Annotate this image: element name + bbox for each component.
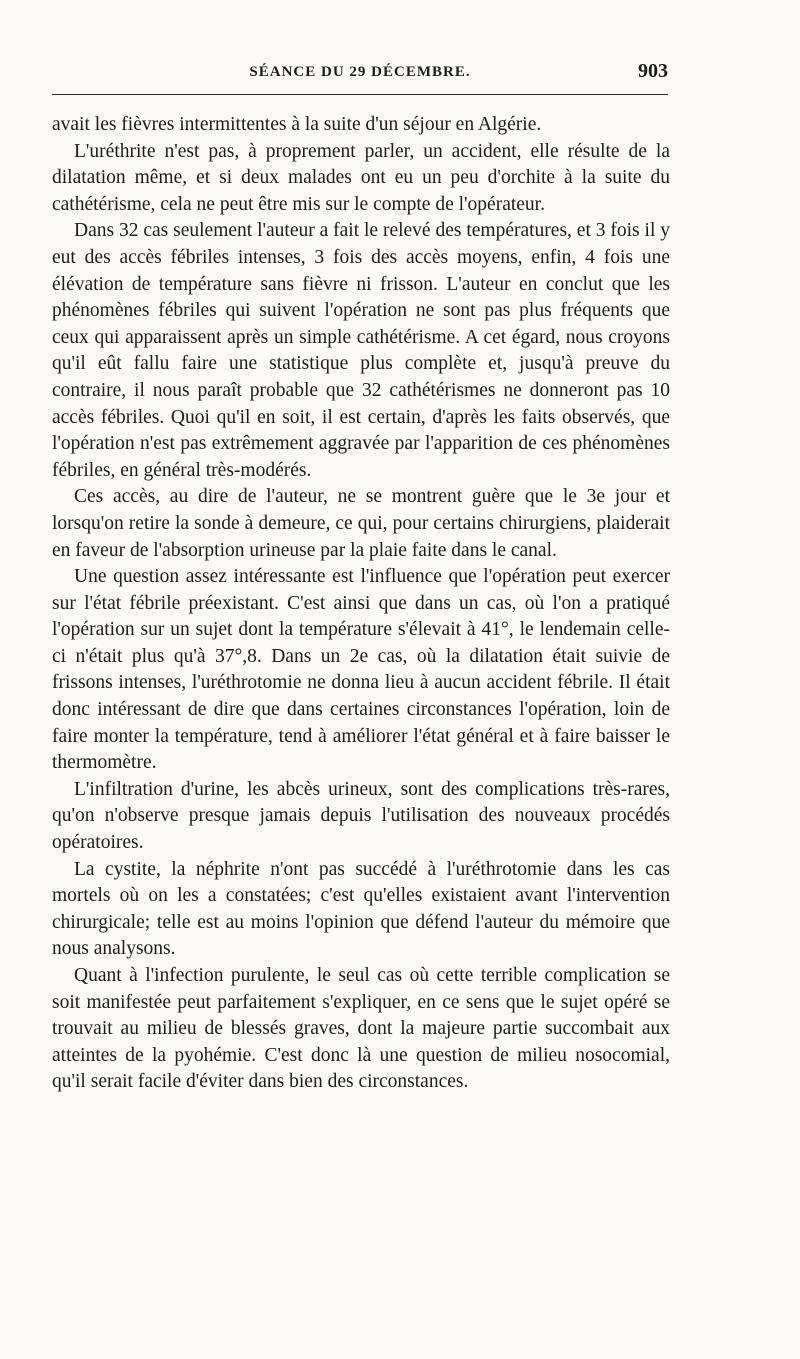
paragraph-fever-onset: Ces accès, au dire de l'auteur, ne se montrent guère que le 3e jour et lorsqu'on retire la sonde à demeure, ce qui, pour certains chirurgiens, plaiderait en faveur de l'absorption urineuse par la plaie faite dans le canal. <box>52 486 670 561</box>
body-text <box>52 112 670 1096</box>
paragraph-continuation: avait les fièvres intermittentes à la suite d'un séjour en Algérie. <box>52 114 542 135</box>
running-header <box>52 58 668 86</box>
paragraph-urethritis: L'uréthrite n'est pas, à proprement parler, un accident, elle résulte de la dilatation même, et si deux malades ont eu un peu d'orchite à la suite du cathétérisme, cela ne peut être mis sur le compte de l'opérateur. <box>52 140 670 215</box>
paragraph-urine-infiltration: L'infiltration d'urine, les abcès urineux, sont des complications très-rares, qu'on n'observe presque jamais depuis l'utilisation des nouveaux procédés opératoires. <box>52 778 670 854</box>
paragraph-purulent-infection: Quant à l'infection purulente, le seul cas où cette terrible complication se soit manifestée peut parfaitement s'expliquer, en ce sens que le sujet opéré se trouvait au milieu de blessés graves, dont la majeure partie succombait aux atteintes de la pyohémie. C'est donc là une question de milieu nosocomial, qu'il serait facile d'éviter dans bien des circonstances. <box>52 965 670 1093</box>
header-rule <box>52 94 668 95</box>
page-number: 903 <box>638 60 668 82</box>
paragraph-preexisting-fever: Une question assez intéressante est l'influence que l'opération peut exercer sur l'état fébrile préexistant. C'est ainsi que dans un cas, où l'on a pratiqué l'opération sur un sujet dont la température s'élevait à 41°, le lendemain celle-ci n'était plus qu'à 37°,8. Dans un 2e cas, où la dilatation était suivie de frissons intenses, l'uréthrotomie ne donna lieu à aucun accident fébrile. Il était donc intéressant de dire que dans certaines circonstances l'opération, loin de faire monter la température, tend à améliorer l'état général et à faire baisser le thermomètre. <box>52 566 670 774</box>
paragraph-temperatures: Dans 32 cas seulement l'auteur a fait le relevé des températures, et 3 fois il y eut des accès fébriles intenses, 3 fois des accès moyens, enfin, 4 fois une élévation de température sans fièvre ni frisson. L'auteur en conclut que les phénomènes fébriles qui suivent l'opération ne sont pas plus fréquents que ceux qui apparaissent après un simple cathétérisme. A cet égard, nous croyons qu'il eût fallu faire une statistique plus complète et, jusqu'à preuve du contraire, il nous paraît probable que 32 cathétérismes ne donneront pas 10 accès fébriles. Quoi qu'il en soit, il est certain, d'après les faits observés, que l'opération n'est pas extrêmement aggravée par l'apparition de ces phénomènes fébriles, en général très-modérés. <box>52 220 670 481</box>
paragraph-cystitis: La cystite, la néphrite n'ont pas succédé à l'uréthrotomie dans les cas mortels où on les a constatées; c'est qu'elles existaient avant l'intervention chirurgicale; telle est au moins l'opinion que défend l'auteur du mémoire que nous analysons. <box>52 858 670 960</box>
running-title: SÉANCE DU 29 DÉCEMBRE. <box>249 64 471 80</box>
